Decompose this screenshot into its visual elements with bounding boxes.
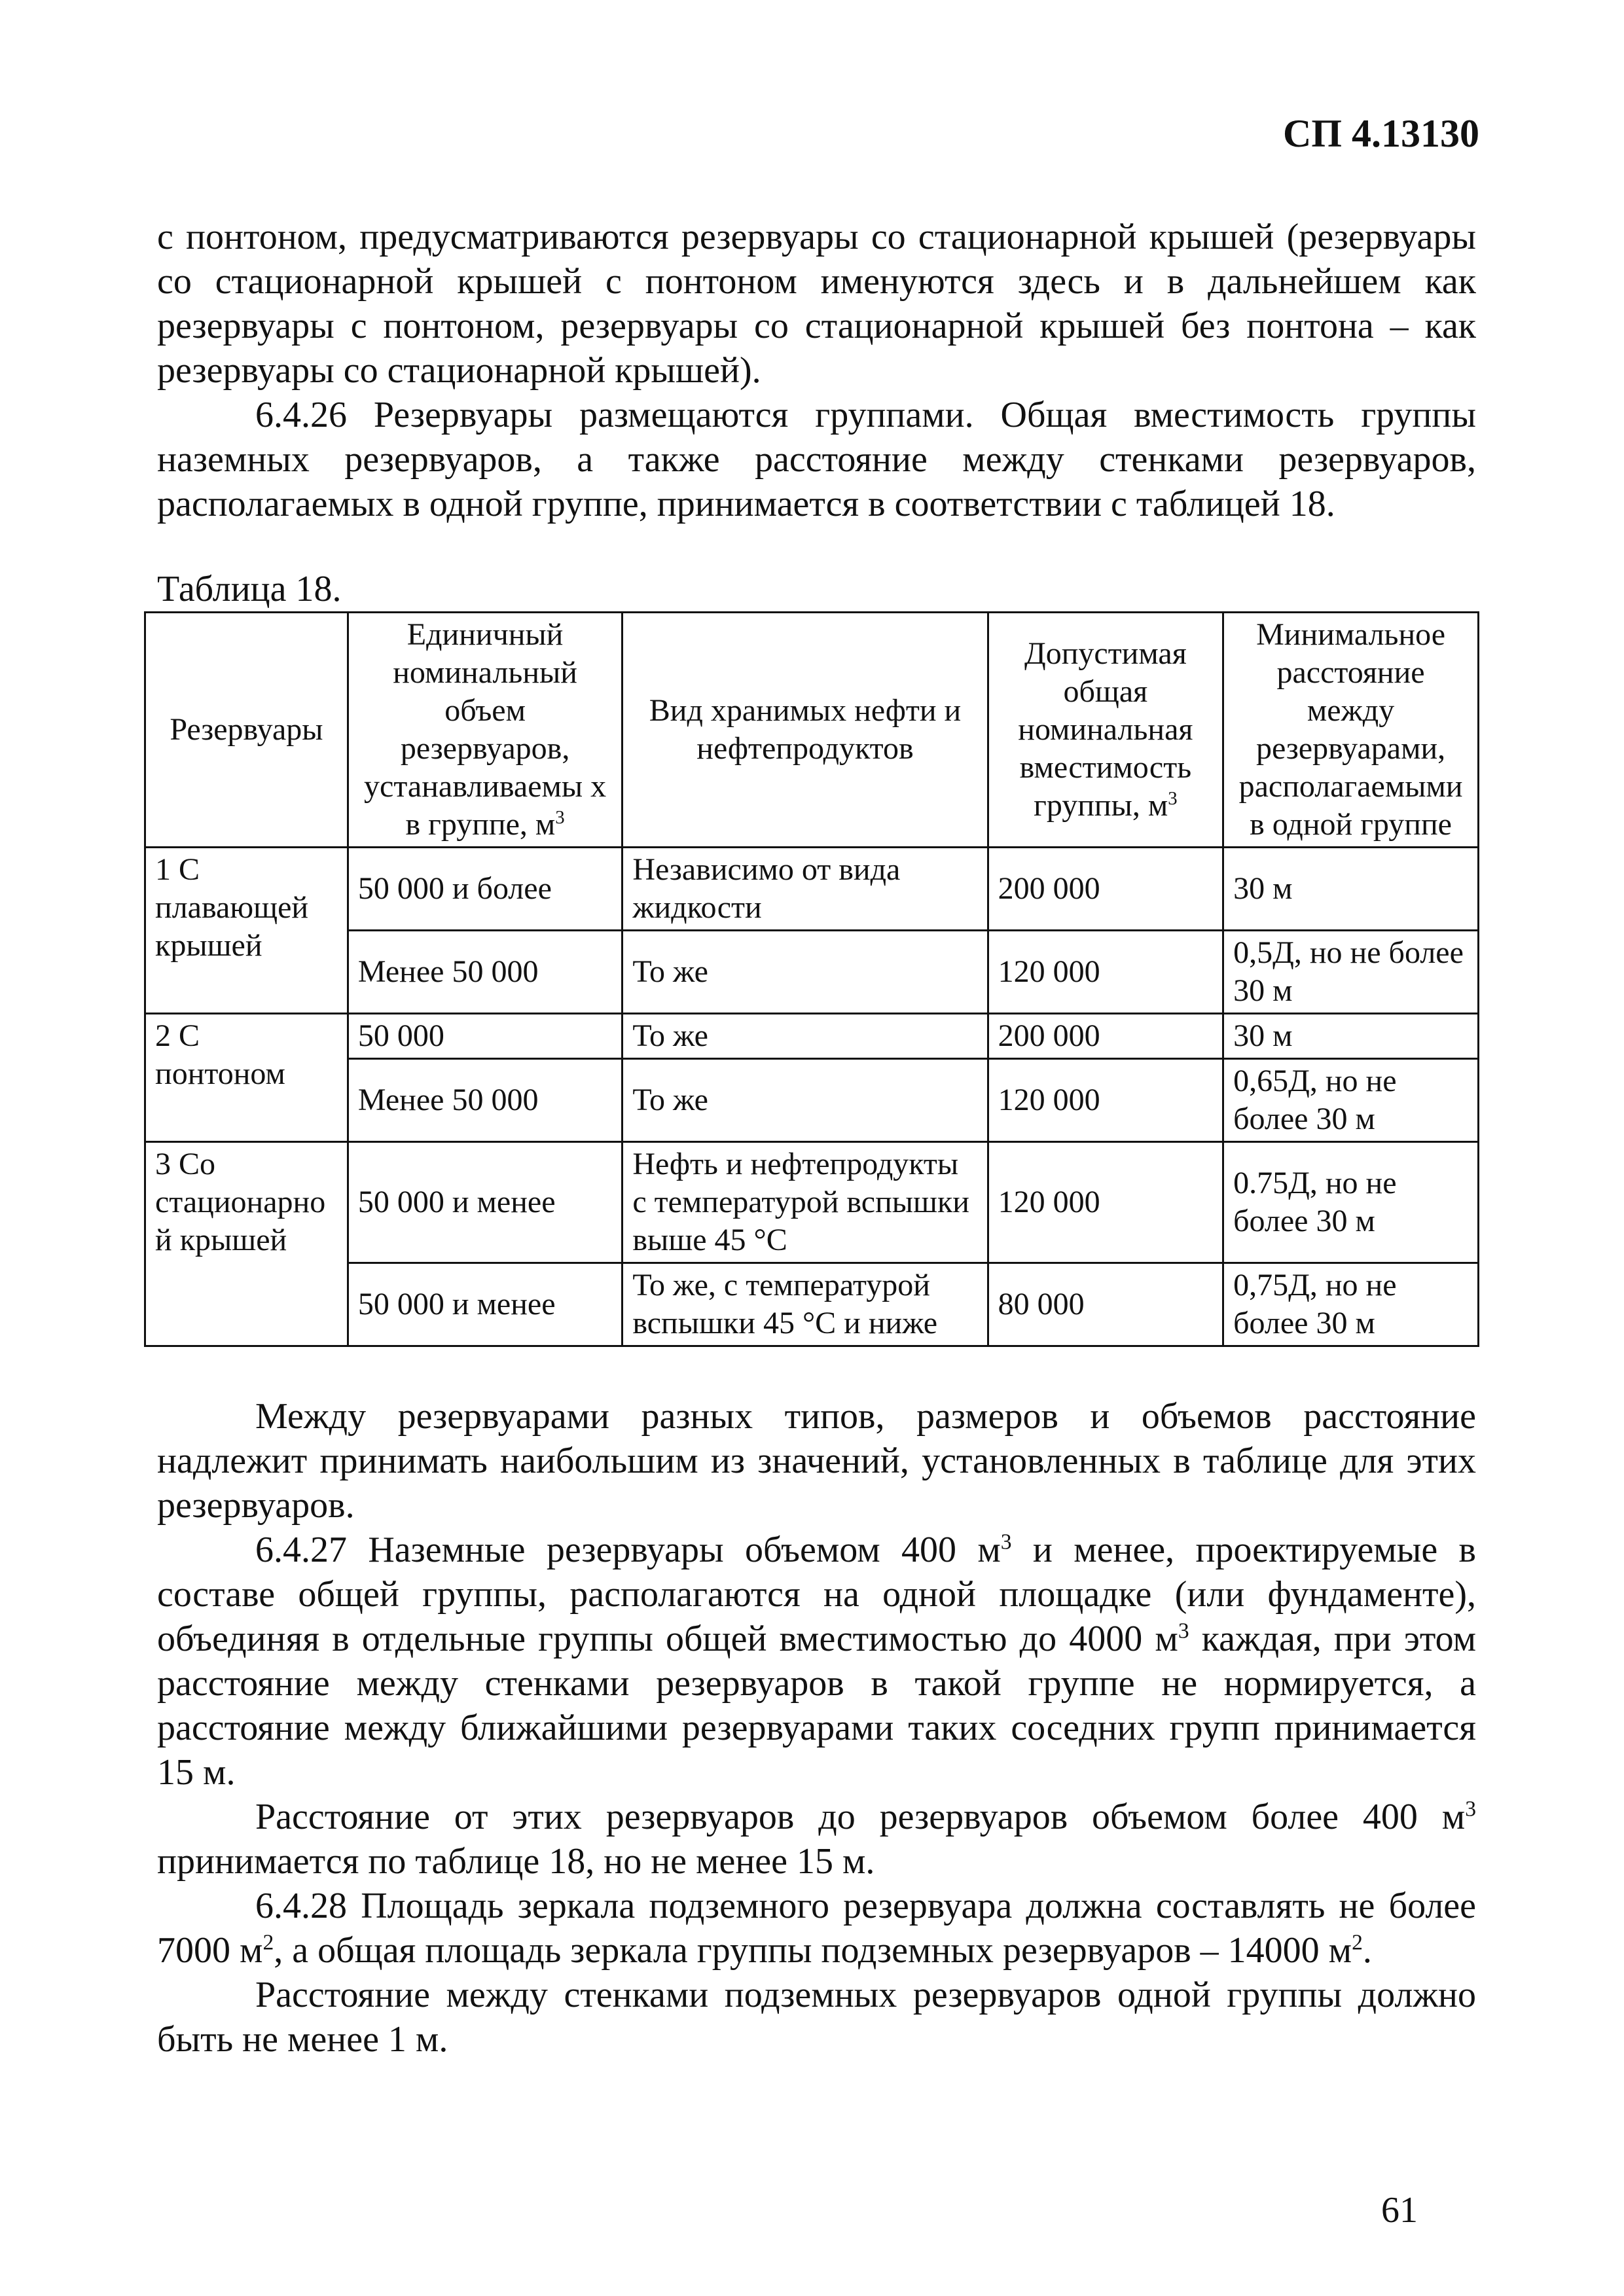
paragraph-6-4-28 (157, 1884, 1476, 1973)
paragraph-6-4-27 (157, 1528, 1476, 1795)
paragraph-distance-400 (157, 1795, 1476, 1884)
cell-volume: 50 000 (348, 1014, 623, 1059)
cell-volume: 50 000 и менее (348, 1263, 623, 1346)
header-liquid-kind: Вид хранимых нефти и нефтепродуктов (623, 613, 988, 848)
header-group-capacity-sup: 3 (1168, 788, 1178, 809)
page-number: 61 (1381, 2190, 1418, 2231)
cell-kind: Нефть и нефтепродукты с температурой вспышки выше 45 °С (623, 1142, 988, 1263)
p-6-4-27-part-a: 6.4.27 Наземные резервуары объемом 400 м (255, 1530, 1001, 1570)
paragraph-continuation: с понтоном, предусматриваются резервуары со стационарной крышей (резервуары со стационарной крышей с понтоном именуются здесь и в дальнейшем как резервуары с понтоном, резервуары со стационарной крышей без понтона – как резервуары со стационарной крышей). (157, 217, 1476, 391)
cell-distance: 0,5Д, но не более 30 м (1223, 931, 1479, 1014)
cell-distance: 0,65Д, но не более 30 м (1223, 1059, 1479, 1142)
table-18 (144, 611, 1479, 1347)
cell-volume: 50 000 и более (348, 848, 623, 931)
header-unit-volume-sup: 3 (555, 807, 565, 828)
header-group-capacity-text: Допустимая общая номинальная вместимость группы, м (1018, 636, 1193, 823)
cell-distance: 30 м (1223, 848, 1479, 931)
cell-volume: Менее 50 000 (348, 1059, 623, 1142)
cell-capacity: 120 000 (988, 1059, 1223, 1142)
header-unit-volume (348, 613, 623, 848)
group-fixed-roof: 3 Со стационарно й крышей (145, 1142, 348, 1346)
p-6-4-28-sup-2: 2 (1352, 1930, 1363, 1955)
table-row (145, 848, 1479, 931)
cell-capacity: 120 000 (988, 1142, 1223, 1263)
cell-capacity: 120 000 (988, 931, 1223, 1014)
table-row (145, 1014, 1479, 1059)
cell-volume: Менее 50 000 (348, 931, 623, 1014)
header-reservoirs: Резервуары (145, 613, 348, 848)
p-6-4-27-part-c: каждая, при этом расстояние между стенками резервуаров в такой группе не нормируется, а расстояние между ближайшими резервуарами таких соседних групп принимается 15 м. (157, 1619, 1477, 1793)
header-unit-volume-text: Единичный номинальный объем резервуаров, устанавливаемы х в группе, м (364, 617, 607, 842)
cell-kind: То же (623, 931, 988, 1014)
cell-capacity: 200 000 (988, 1014, 1223, 1059)
p-6-4-27-part-b: и менее, проектируемые в составе общей группы, располагаются на одной площадке (или фундаменте), объединяя в отдельные группы общей вместимостью до 4000 м (157, 1530, 1476, 1659)
group-floating-roof: 1 С плавающей крышей (145, 848, 348, 1014)
cell-distance: 30 м (1223, 1014, 1479, 1059)
cell-capacity: 80 000 (988, 1263, 1223, 1346)
header-group-capacity (988, 613, 1223, 848)
paragraph-underground-distance: Расстояние между стенками подземных резервуаров одной группы должно быть не менее 1 м. (157, 1975, 1476, 2060)
bottom-text-block (157, 1394, 1476, 2062)
p-6-4-28-sup-1: 2 (262, 1930, 274, 1955)
cell-kind: То же, с температурой вспышки 45 °С и ниже (623, 1263, 988, 1346)
table-header-row (145, 613, 1479, 848)
cell-kind: То же (623, 1014, 988, 1059)
table-caption: Таблица 18. (157, 569, 342, 609)
paragraph-distance-note: Между резервуарами разных типов, размеров и объемов расстояние надлежит принимать наибольшим из значений, установленных в таблице для этих резервуаров. (157, 1396, 1476, 1526)
p-400-part-b: принимается по таблице 18, но не менее 15 м. (157, 1841, 875, 1882)
cell-kind: Независимо от вида жидкости (623, 848, 988, 931)
p-6-4-27-sup-1: 3 (1000, 1530, 1012, 1554)
table-row (145, 1142, 1479, 1263)
cell-capacity: 200 000 (988, 848, 1223, 931)
cell-distance: 0.75Д, но не более 30 м (1223, 1142, 1479, 1263)
cell-volume: 50 000 и менее (348, 1142, 623, 1263)
group-pontoon: 2 С понтоном (145, 1014, 348, 1142)
p-400-part-a: Расстояние от этих резервуаров до резервуаров объемом более 400 м (255, 1797, 1466, 1837)
header-min-distance: Минимальное расстояние между резервуарами, располагаемыми в одной группе (1223, 613, 1479, 848)
p-6-4-28-part-b: , а общая площадь зеркала группы подземных резервуаров – 14000 м (274, 1930, 1352, 1971)
paragraph-6-4-26: 6.4.26 Резервуары размещаются группами. Общая вместимость группы наземных резервуаров, а также расстояние между стенками резервуаров, располагаемых в одной группе, принимается в соответствии с таблицей 18. (157, 395, 1476, 524)
cell-kind: То же (623, 1059, 988, 1142)
cell-distance: 0,75Д, но не более 30 м (1223, 1263, 1479, 1346)
top-text-block (157, 215, 1476, 526)
p-400-sup: 3 (1465, 1797, 1476, 1821)
p-6-4-28-part-c: . (1362, 1930, 1372, 1971)
p-6-4-27-sup-2: 3 (1178, 1619, 1189, 1643)
document-code: СП 4.13130 (1283, 112, 1479, 155)
p-6-4-28-part-a: 6.4.28 Площадь зеркала подземного резервуара должна составлять не более 7000 м (157, 1886, 1476, 1971)
